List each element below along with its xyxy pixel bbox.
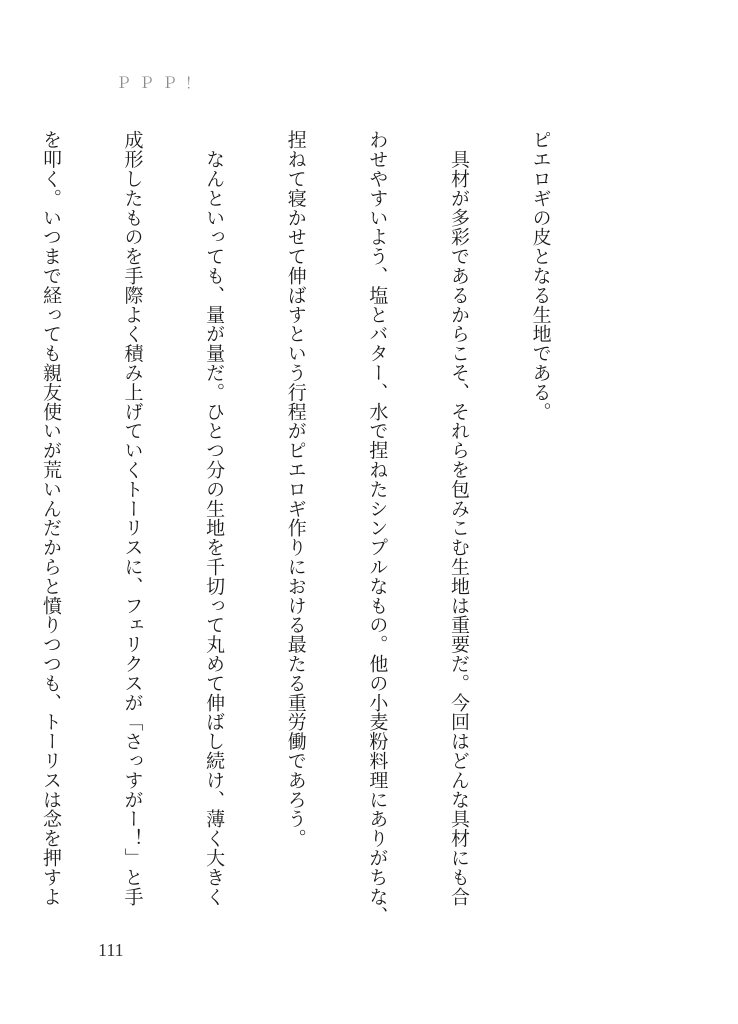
text-line: を叩く。いつまで経っても親友使いが荒いんだからと憤りつつも、トーリスは念を押すよ bbox=[39, 130, 62, 906]
page-number: 111 bbox=[98, 940, 124, 960]
text-line: 具材が多彩であるからこそ、それらを包みこむ生地は重要だ。今回はどんな具材にも合 bbox=[447, 130, 470, 906]
text-line: 捏ねて寝かせて伸ばすという行程がピエロギ作りにおける最たる重労働であろう。 bbox=[284, 130, 307, 848]
body-text bbox=[0, 130, 608, 950]
text-line: わせやすいよう、塩とバター、水で捏ねたシンプルなもの。他の小麦粉料理にありがちな、 bbox=[366, 130, 389, 926]
running-head: ＰＰＰ！ bbox=[116, 76, 209, 92]
text-line: ピエロギの皮となる生地である。 bbox=[529, 130, 552, 421]
text-line: なんといっても、量が量だ。ひとつ分の生地を千切って丸めて伸ばし続け、薄く大きく bbox=[203, 130, 226, 906]
text-line: 成形したものを手際よく積み上げていくトーリスに、フェリクスが「さっすがー！」と手 bbox=[121, 130, 144, 906]
